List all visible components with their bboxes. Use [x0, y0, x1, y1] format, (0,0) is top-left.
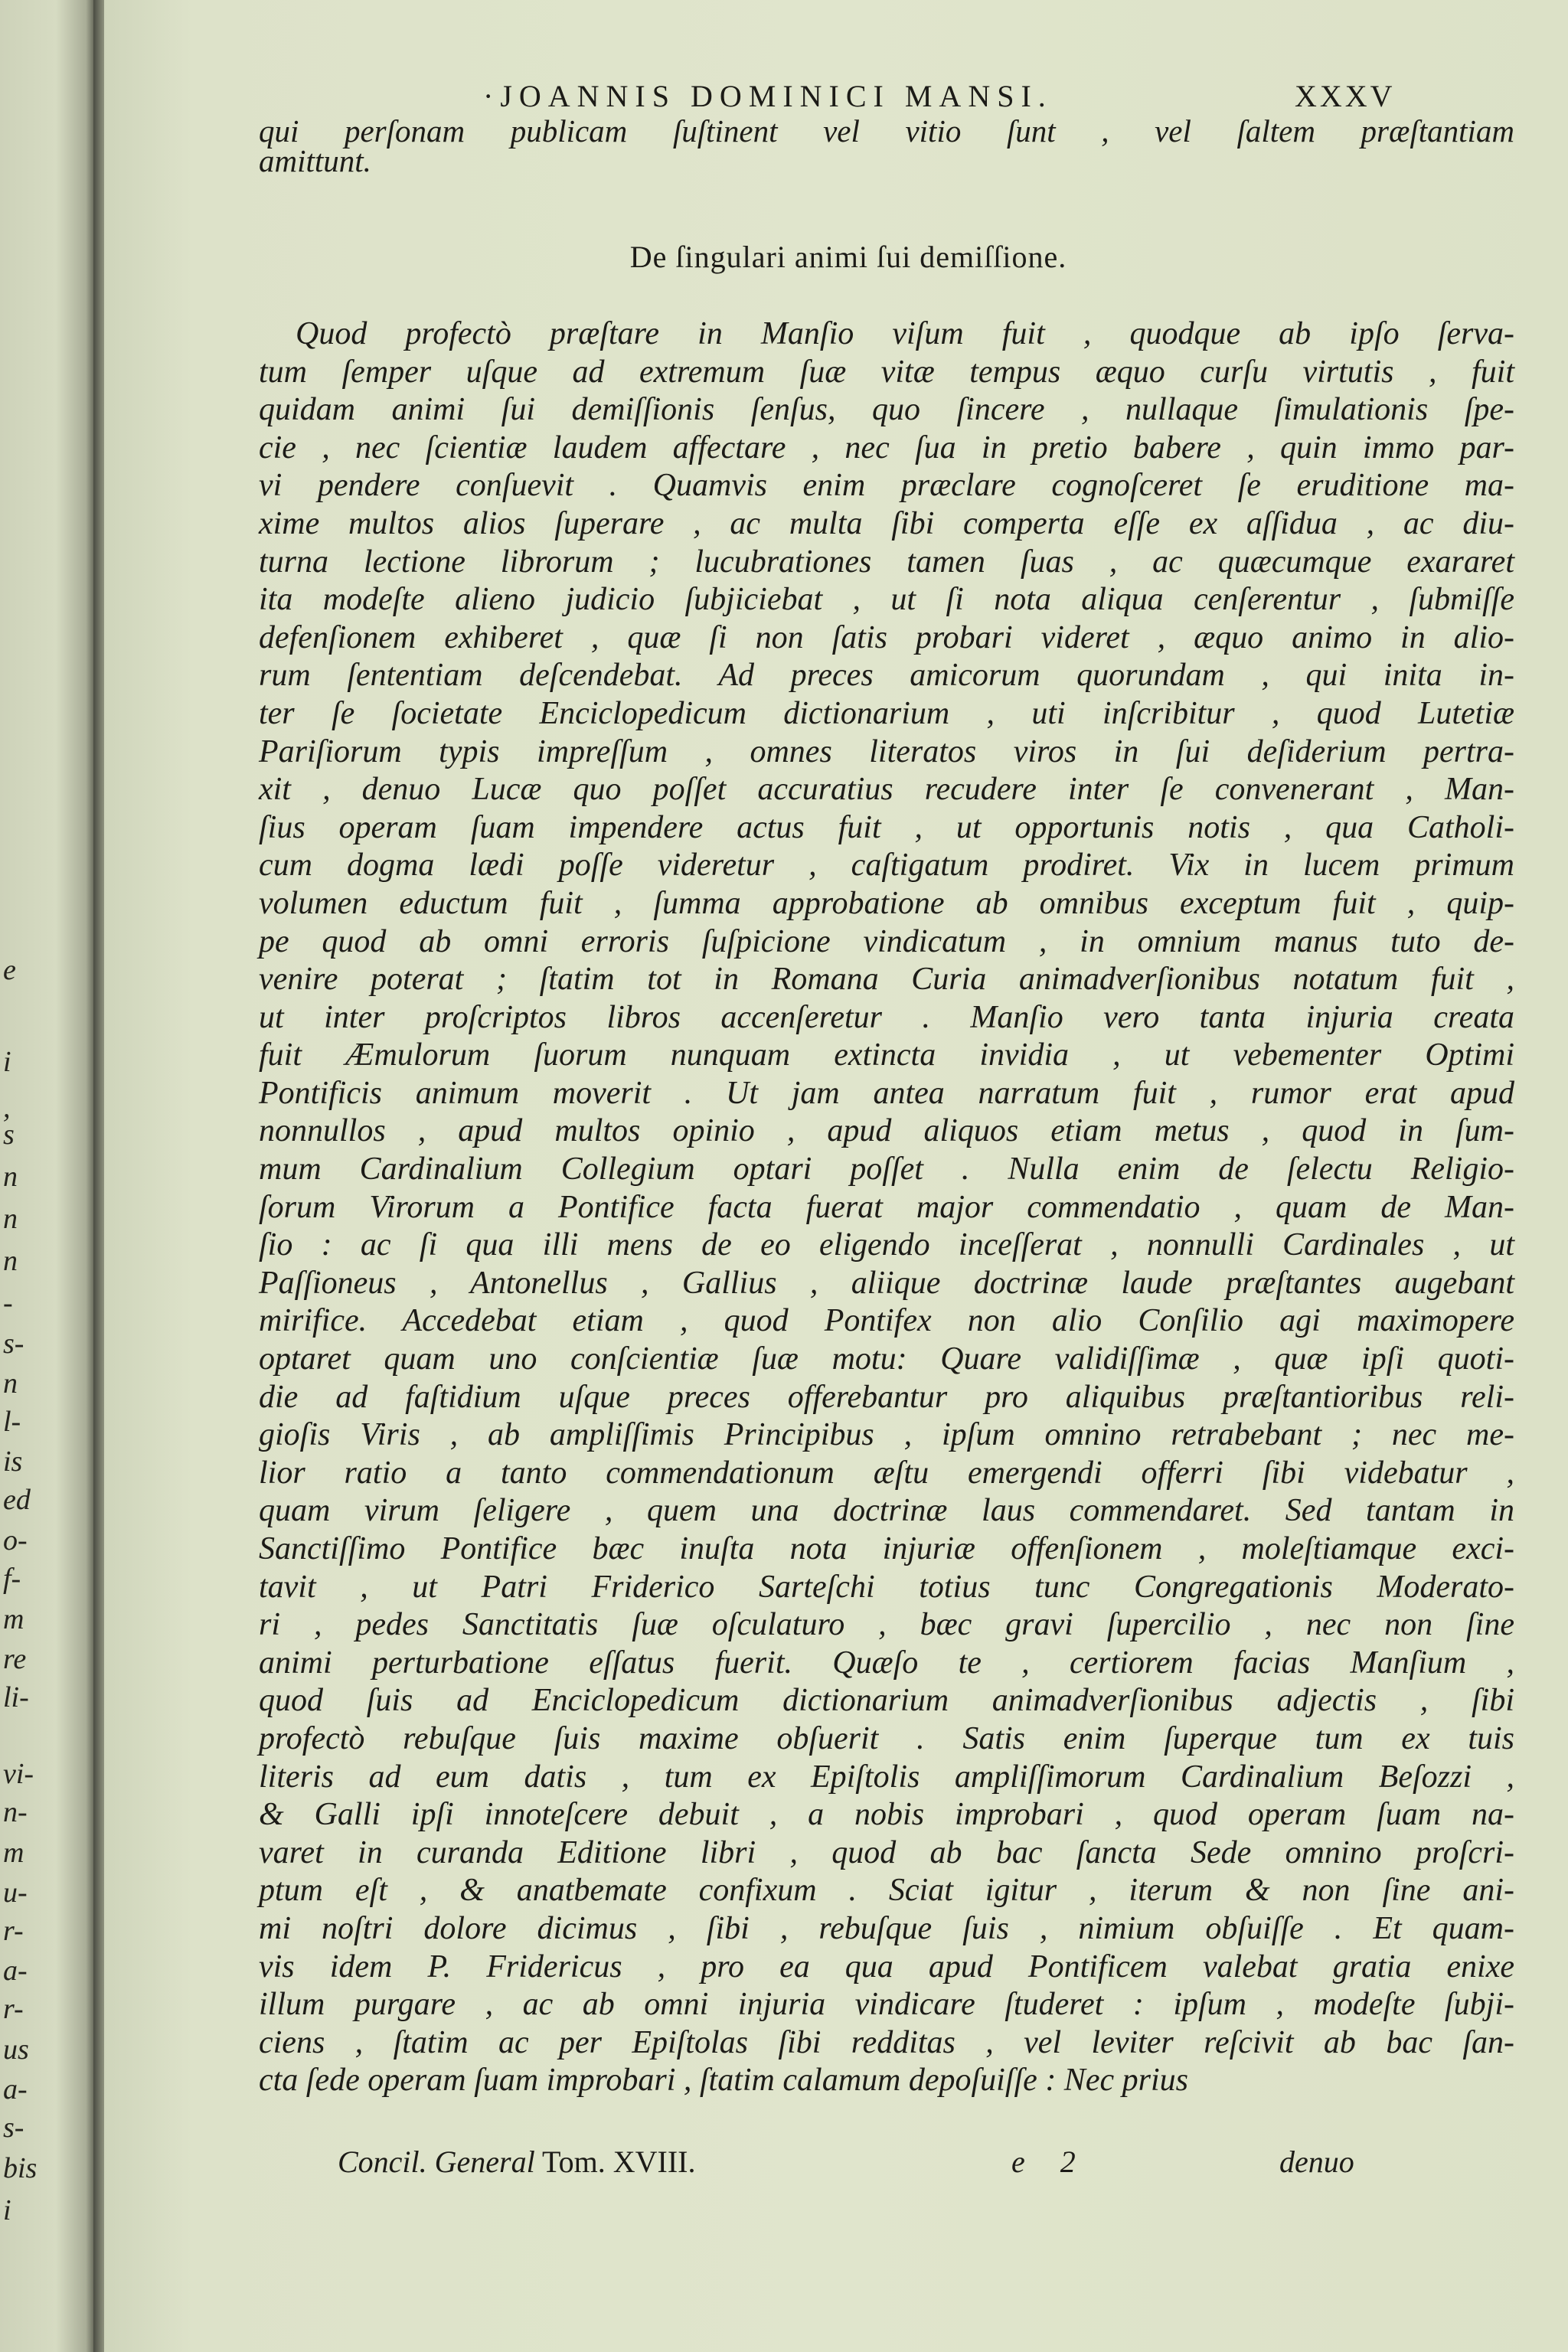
- facing-page-fragment: m: [3, 1837, 24, 1869]
- text-line: Sanctiſſimo Pontifice bæc inuſta nota injuriæ offenſionem , moleſtiamque exci-: [259, 1531, 1514, 1566]
- facing-page-fragment: l-: [3, 1406, 21, 1438]
- page-number: XXXV: [1295, 79, 1396, 113]
- text-line: rum ſententiam deſcendebat. Ad preces amicorum quorundam , qui inita in-: [259, 658, 1514, 694]
- text-line: ri , pedes Sanctitatis ſuæ oſculaturo , bæc gravi ſupercilio , nec non ſine: [259, 1607, 1514, 1643]
- text-line: mirifice. Accedebat etiam , quod Pontifex non alio Conſilio agi maximopere: [259, 1303, 1514, 1339]
- text-line: cum dogma lædi poſſe videretur , caſtigatum prodiret. Vix in lucem primum: [259, 848, 1514, 884]
- facing-page-edge: [0, 0, 93, 2352]
- facing-page-fragment: bis: [3, 2152, 38, 2184]
- page-footer: [104, 2144, 1568, 2182]
- facing-page-fragment: n-: [3, 1796, 28, 1828]
- facing-page-fragment: f-: [3, 1563, 21, 1595]
- facing-page-fragment: n: [3, 1161, 18, 1193]
- text-line: ut inter proſcriptos libros accenſeretur . Manſio vero tanta injuria creata: [259, 999, 1514, 1035]
- facing-page-fragment: s-: [3, 2112, 24, 2144]
- text-line: illum purgare , ac ab omni injuria vindicare ſtuderet : ipſum , modeſte ſubji-: [259, 1987, 1514, 2023]
- text-line: tum ſemper uſque ad extremum ſuæ vitæ tempus æquo curſu virtutis , fuit: [259, 354, 1514, 390]
- text-line: ptum eſt , & anatbemate confixum . Sciat igitur , iterum & non ſine ani-: [259, 1873, 1514, 1909]
- text-line: die ad faſtidium uſque preces offerebantur pro aliquibus præſtantioribus reli-: [259, 1379, 1514, 1415]
- text-line: quod ſuis ad Enciclopedicum dictionarium animadverſionibus adjectis , ſibi: [259, 1683, 1514, 1719]
- catchword: denuo: [1279, 2145, 1354, 2179]
- text-line: xit , denuo Lucæ quo poſſet accuratius recudere inter ſe convenerant , Man-: [259, 772, 1514, 808]
- text-line: turna lectione librorum ; lucubrationes tamen ſuas , ac quæcumque exararet: [259, 544, 1514, 580]
- facing-page-fragment: n: [3, 1245, 18, 1277]
- section-heading-text: De ſingulari animi ſui demiſſione.: [629, 240, 1067, 274]
- text-line: varet in curanda Editione libri , quod ab bac ſancta Sede omnino proſcri-: [259, 1834, 1514, 1870]
- facing-page-fragment: us: [3, 2034, 29, 2066]
- text-line: ita modeſte alieno judicio ſubjiciebat , ut ſi nota aliqua cenſerentur , ſubmiſſe: [259, 582, 1514, 618]
- facing-page-fragment: s-: [3, 1328, 24, 1360]
- facing-page-fragment: s: [3, 1119, 15, 1151]
- facing-page-fragment: i: [3, 2194, 11, 2226]
- text-line: cie , nec ſcientiæ laudem affectare , nec ſua in pretio babere , quin immo par-: [259, 430, 1514, 466]
- facing-page-fragment: ,: [3, 1092, 11, 1124]
- text-line: Quod profectò præſtare in Manſio viſum fuit , quodque ab ipſo ſerva-: [296, 316, 1514, 351]
- text-line: xime multos alios ſuperare , ac multa ſibi comperta eſſe ex aſſidua , ac diu-: [259, 505, 1514, 541]
- text-line: optaret quam uno conſcientiæ ſuæ motu: Quare validiſſimæ , quæ ipſi quoti-: [259, 1341, 1514, 1377]
- continuation-paragraph: [259, 115, 1514, 179]
- running-head: [104, 78, 1568, 116]
- facing-page-fragment: e: [3, 954, 16, 986]
- facing-page-fragment: r-: [3, 1915, 24, 1947]
- body-text: [259, 315, 1514, 2100]
- text-line: lior ratio a tanto commendationum æſtu emergendi offerri ſibi videbatur ,: [259, 1455, 1514, 1491]
- facing-page-fragment: r-: [3, 1993, 24, 2025]
- text-line: venire poterat ; ſtatim tot in Romana Curia animadverſionibus notatum fuit ,: [259, 962, 1514, 998]
- text-line: ciens , ſtatim ac per Epiſtolas ſibi redditas , vel leviter reſcivit ab bac ſan-: [259, 2024, 1514, 2060]
- facing-page-fragment: i: [3, 1046, 11, 1078]
- section-heading: [104, 239, 1568, 275]
- text-line: quidam animi ſui demiſſionis ſenſus, quo ſincere , nullaque ſimulationis ſpe-: [259, 392, 1514, 428]
- volume-title: [338, 2144, 696, 2180]
- facing-page-fragment: a-: [3, 1955, 28, 1987]
- text-line: vi pendere conſuevit . Quamvis enim præclare cognoſceret ſe eruditione ma-: [259, 468, 1514, 504]
- text-line: vis idem P. Fridericus , pro ea qua apud Pontificem valebat gratia enixe: [259, 1949, 1514, 1984]
- text-line: literis ad eum datis , tum ex Epiſtolis ampliſſimorum Cardinalium Beſozzi ,: [259, 1759, 1514, 1795]
- text-line: Pariſiorum typis impreſſum , omnes literatos viros in ſui deſiderium pertra-: [259, 733, 1514, 769]
- text-line: volumen eductum fuit , ſumma approbatione ab omnibus exceptum fuit , quip-: [259, 885, 1514, 921]
- running-head-author: ·JOANNIS DOMINICI MANSI.: [483, 79, 1053, 113]
- text-line: & Galli ipſi innoteſcere debuit , a nobis improbari , quod operam ſuam na-: [259, 1797, 1514, 1833]
- signature-mark: e 2: [1011, 2145, 1089, 2179]
- volume-title-roman: Tom. XVIII.: [534, 2145, 696, 2179]
- facing-page-fragment: u-: [3, 1877, 28, 1909]
- facing-page-fragment: is: [3, 1446, 23, 1478]
- text-line: Paſſioneus , Antonellus , Gallius , aliique doctrinæ laude præſtantes augebant: [259, 1265, 1514, 1301]
- facing-page-fragment: ed: [3, 1484, 31, 1516]
- text-line: ſorum Virorum a Pontifice facta fuerat major commendatio , quam de Man-: [259, 1189, 1514, 1225]
- facing-page-fragment: vi-: [3, 1758, 34, 1790]
- facing-page-fragment: n: [3, 1367, 18, 1400]
- text-line: mi noſtri dolore dicimus , ſibi , rebuſque ſuis , nimium obſuiſſe . Et quam-: [259, 1910, 1514, 1946]
- facing-page-fragment: re: [3, 1643, 27, 1675]
- facing-page-fragment: -: [3, 1287, 13, 1319]
- text-line: animi perturbatione eſſatus fuerit. Quæſo te , certiorem facias Manſium ,: [259, 1645, 1514, 1681]
- text-line: ſio : ac ſi qua illi mens de eo eligendo inceſſerat , nonnulli Cardinales , ut: [259, 1227, 1514, 1263]
- book-gutter: [93, 0, 104, 2352]
- facing-page-fragment: a-: [3, 2073, 28, 2105]
- text-line: gioſis Viris , ab ampliſſimis Principibus , ipſum omnino retrabebant ; nec me-: [259, 1417, 1514, 1453]
- text-line: pe quod ab omni erroris ſuſpicione vindicatum , in omnium manus tuto de-: [259, 923, 1514, 959]
- text-line: defenſionem exhiberet , quæ ſi non ſatis probari videret , æquo animo in alio-: [259, 619, 1514, 655]
- text-line: tavit , ut Patri Friderico Sarteſchi totius tunc Congregationis Moderato-: [259, 1569, 1514, 1605]
- text-line: profectò rebuſque ſuis maxime obſuerit . Satis enim ſuperque tum ex tuis: [259, 1720, 1514, 1756]
- text-line: mum Cardinalium Collegium optari poſſet . Nulla enim de ſelectu Religio-: [259, 1152, 1514, 1187]
- facing-page-fragment: m: [3, 1603, 24, 1635]
- text-line: quam virum ſeligere , quem una doctrinæ laus commendaret. Sed tantam in: [259, 1493, 1514, 1529]
- facing-page-fragment: o-: [3, 1524, 28, 1557]
- text-line: nonnullos , apud multos opinio , apud aliquos etiam metus , quod in ſum-: [259, 1113, 1514, 1149]
- text-line: cta ſede operam ſuam improbari , ſtatim calamum depoſuiſſe : Nec prius: [259, 2063, 1188, 2099]
- text-line: amittunt.: [259, 143, 371, 178]
- book-page: [104, 0, 1568, 2352]
- text-line: ter ſe ſocietate Enciclopedicum dictionarium , uti inſcribitur , quod Lutetiæ: [259, 695, 1514, 731]
- facing-page-fragment: n: [3, 1203, 18, 1235]
- volume-title-italic: Concil. General: [338, 2145, 535, 2179]
- facing-page-fragment: li-: [3, 1681, 29, 1713]
- text-line: ſius operam ſuam impendere actus fuit , ut opportunis notis , qua Catholi-: [259, 809, 1514, 845]
- text-line: qui perſonam publicam ſuſtinent vel vitio ſunt , vel ſaltem præſtantiam: [259, 113, 1514, 149]
- text-line: Pontificis animum moverit . Ut jam antea narratum fuit , rumor erat apud: [259, 1075, 1514, 1111]
- text-line: fuit Æmulorum ſuorum nunquam extincta invidia , ut vebementer Optimi: [259, 1037, 1514, 1073]
